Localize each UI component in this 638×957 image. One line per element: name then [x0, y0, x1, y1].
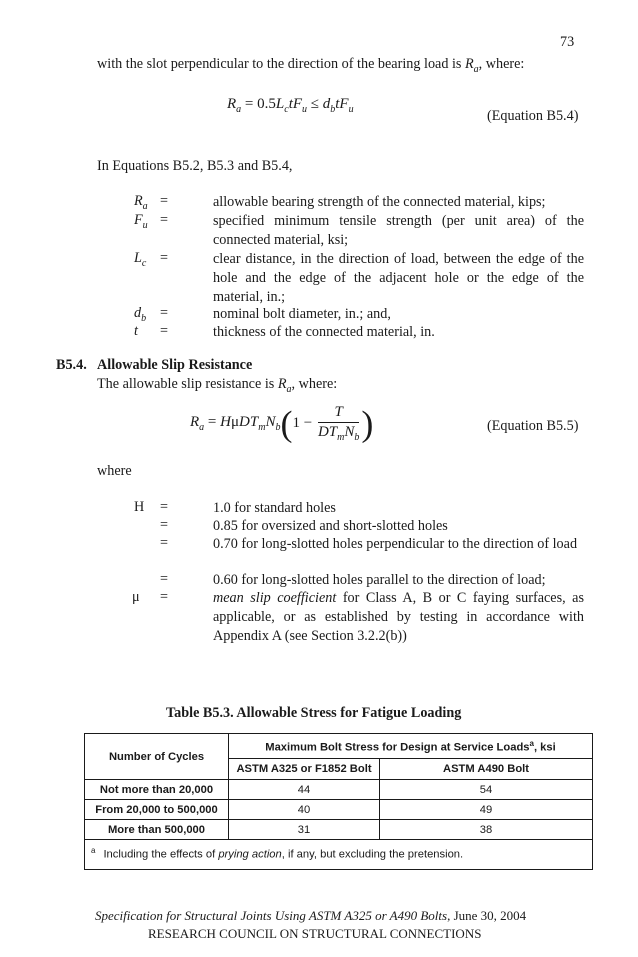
- variable-symbol: $L_c$: [134, 250, 147, 269]
- variable-definition: clear distance, in the direction of load, between the edge of the hole and the edge of the adjacent hole or the edge of the material, in.;: [213, 251, 584, 305]
- variable-symbol: t: [134, 323, 138, 339]
- coefficient-definition: 1.0 for standard holes: [213, 500, 336, 516]
- cycles-cell: Not more than 20,000: [85, 780, 229, 800]
- equals-sign: =: [160, 193, 169, 209]
- section-number: B5.4.: [56, 357, 87, 373]
- column-header-a490: ASTM A490 Bolt: [380, 759, 593, 780]
- table-row: [85, 800, 593, 820]
- table-row: [85, 820, 593, 840]
- section-intro-text: The allowable slip resistance is: [97, 376, 278, 392]
- equals-sign: =: [160, 323, 169, 339]
- table-caption: Table B5.3. Allowable Stress for Fatigue Loading: [166, 705, 462, 721]
- where-text: where: [97, 463, 132, 479]
- a325-cell: 40: [229, 800, 380, 820]
- in-equations-text: In Equations B5.2, B5.3 and B5.4,: [97, 158, 293, 174]
- coefficient-definition: mean slip coefficient for Class A, B or C faying surfaces, as applicable, or as established by testing in accordance with Appendix A (see Section 3.2.2(b)): [213, 590, 584, 644]
- a490-cell: 54: [380, 780, 593, 800]
- coefficient-symbol: μ: [132, 589, 140, 605]
- variable-symbol: $d_b$: [134, 305, 147, 324]
- cycles-cell: From 20,000 to 500,000: [85, 800, 229, 820]
- equals-sign: =: [160, 250, 169, 266]
- footer-line-1: Specification for Structural Joints Using ASTM A325 or A490 Bolts, June 30, 2004: [95, 908, 527, 923]
- equation-b54-label: (Equation B5.4): [487, 108, 579, 124]
- a490-cell: 38: [380, 820, 593, 840]
- footer-line-2: RESEARCH COUNCIL ON STRUCTURAL CONNECTIONS: [148, 926, 482, 941]
- equals-sign: =: [160, 499, 169, 515]
- a490-cell: 49: [380, 800, 593, 820]
- a325-cell: 44: [229, 780, 380, 800]
- fatigue-stress-table: [84, 733, 593, 870]
- table-footnote: $^a$ Including the effects of prying action, if any, but excluding the pretension.: [85, 840, 593, 870]
- variable-symbol: $R_a$: [134, 193, 148, 212]
- column-header-cycles: Number of Cycles: [85, 734, 229, 780]
- variable-definition: nominal bolt diameter, in.; and,: [213, 306, 391, 322]
- section-title: Allowable Slip Resistance: [97, 357, 253, 373]
- intro-text-post: , where:: [478, 56, 525, 72]
- equation-b55-label: (Equation B5.5): [487, 418, 579, 434]
- variable-definition: allowable bearing strength of the connected material, kips;: [213, 194, 546, 210]
- cycles-cell: More than 500,000: [85, 820, 229, 840]
- equals-sign: =: [160, 305, 169, 321]
- coefficient-definition: 0.70 for long-slotted holes perpendicular to the direction of load: [213, 536, 578, 552]
- equals-sign: =: [160, 571, 169, 587]
- page-number: 73: [560, 34, 575, 50]
- section-intro-text-post: , where:: [291, 376, 338, 392]
- coefficient-definition: 0.85 for oversized and short-slotted holes: [213, 518, 448, 534]
- variable-symbol: $F_u$: [134, 212, 148, 231]
- equals-sign: =: [160, 212, 169, 228]
- equals-sign: =: [160, 589, 169, 605]
- equals-sign: =: [160, 517, 169, 533]
- coefficient-definition: 0.60 for long-slotted holes parallel to the direction of load;: [213, 572, 546, 588]
- column-header-a325: ASTM A325 or F1852 Bolt: [229, 759, 380, 780]
- a325-cell: 31: [229, 820, 380, 840]
- table-row: [85, 780, 593, 800]
- section-intro: The allowable slip resistance is $R_a$, where:: [97, 376, 338, 395]
- column-header-group: Maximum Bolt Stress for Design at Service Loads$^a$, ksi: [229, 734, 593, 759]
- intro-text: with the slot perpendicular to the direction of the bearing load is: [97, 56, 465, 72]
- equation-b54: $R_a = 0.5L_ctF_u \le d_btF_u$: [227, 96, 354, 115]
- intro-line: with the slot perpendicular to the direction of the bearing load is $R_a$, where:: [97, 56, 525, 75]
- variable-definition: thickness of the connected material, in.: [213, 324, 435, 340]
- coefficient-symbol: H: [134, 499, 145, 515]
- equals-sign: =: [160, 535, 169, 551]
- variable-definition: specified minimum tensile strength (per unit area) of the connected material, ksi;: [213, 213, 584, 248]
- equation-b55: $R_a = H\mu DT_mN_b(1$ − $\frac{T}{DT_mN_b}$ ): [190, 403, 374, 444]
